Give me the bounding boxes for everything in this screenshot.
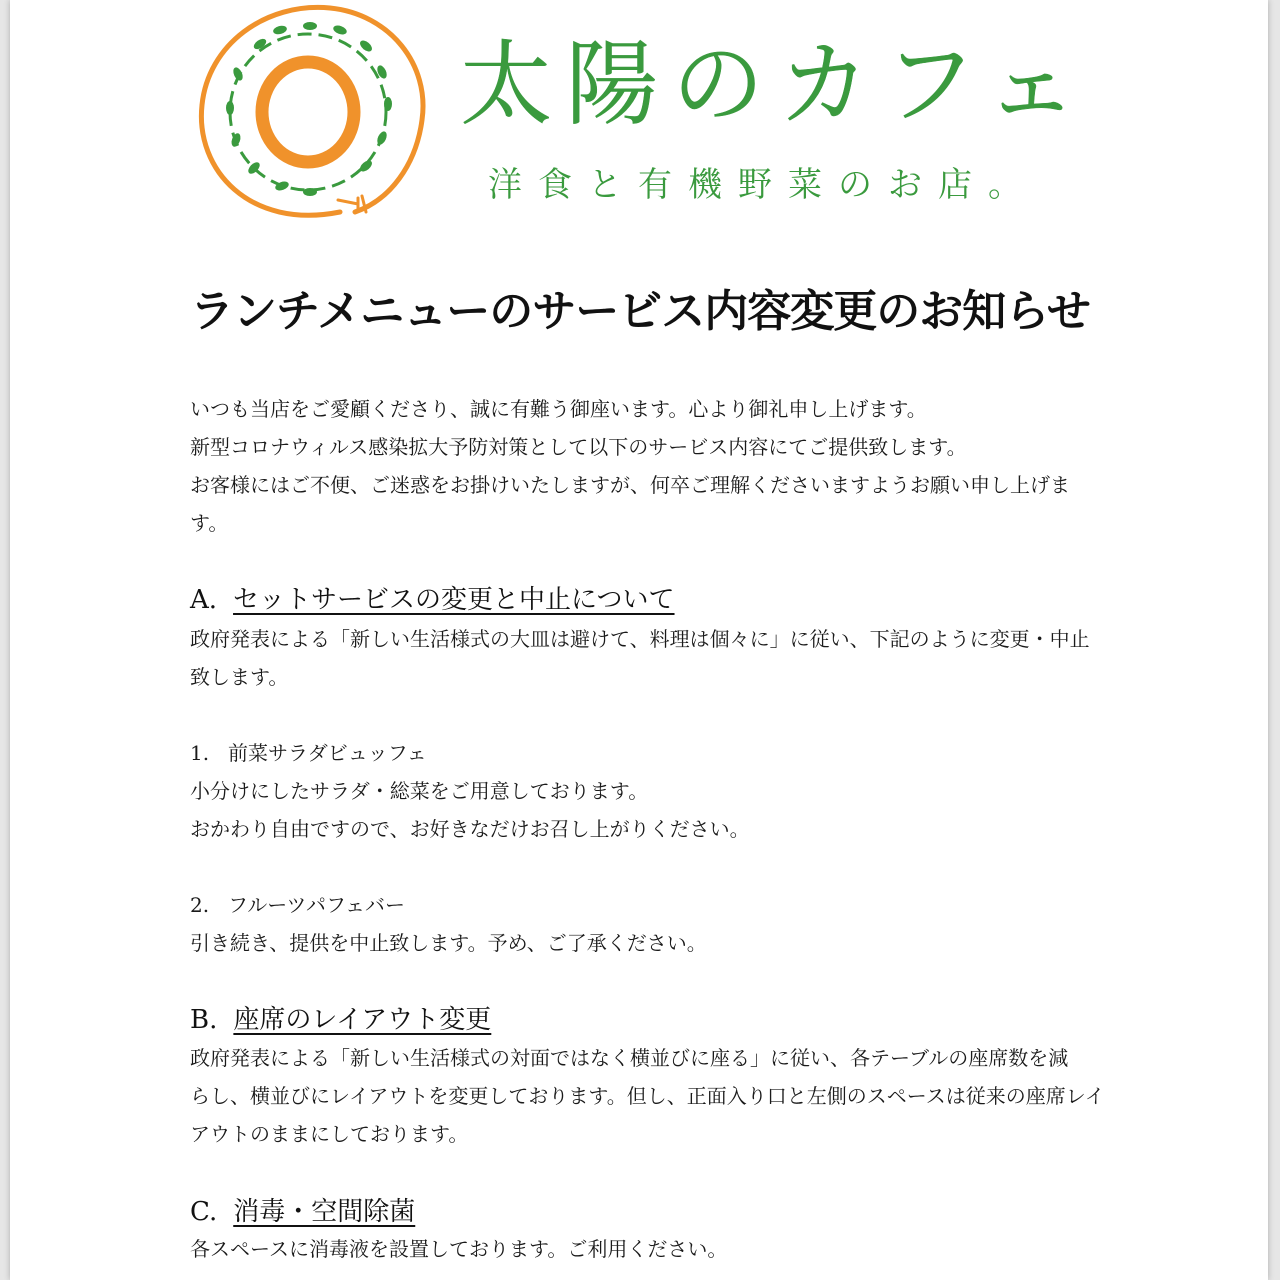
- section-b-line: らし、横並びにレイアウトを変更しております。但し、正面入り口と左側のスペースは従来の座席レイ: [190, 1084, 1105, 1108]
- item-number: 2.: [190, 893, 210, 917]
- section-a-line: 致します。: [190, 665, 289, 689]
- section-b-heading: [190, 1000, 491, 1040]
- section-heading-text: 座席のレイアウト変更: [233, 1005, 492, 1035]
- section-b-line: アウトのままにしております。: [190, 1122, 469, 1146]
- intro-line: 新型コロナウィルス感染拡大予防対策として以下のサービス内容にてご提供致します。: [190, 435, 967, 459]
- section-c-line: 各スペースに消毒液を設置しております。ご利用ください。: [190, 1237, 728, 1261]
- cafe-name: 太陽のカフェ: [460, 31, 1092, 138]
- section-letter: C.: [190, 1197, 218, 1227]
- sun-plate-logo-icon: [190, 0, 430, 225]
- item-1-line: おかわり自由ですので、お好きなだけお召し上がりください。: [190, 817, 750, 841]
- item-title: 前菜サラダビュッフェ: [228, 741, 427, 765]
- cafe-logo-mark: [190, 0, 430, 225]
- item-1-heading: [190, 734, 427, 772]
- page-title: ランチメニューのサービス内容変更のお知らせ: [190, 286, 1090, 337]
- document-page: [10, 0, 1268, 1280]
- section-a-line: 政府発表による「新しい生活様式の大皿は避けて、料理は個々に」に従い、下記のように変更・中止: [190, 627, 1090, 651]
- item-2-heading: [190, 886, 405, 924]
- item-1-line: 小分けにしたサラダ・総菜をご用意しております。: [190, 779, 649, 803]
- section-heading-text: 消毒・空間除菌: [233, 1197, 416, 1227]
- section-a-heading: [190, 580, 675, 620]
- intro-line: いつも当店をご愛顧くださり、誠に有難う御座います。心より御礼申し上げます。: [190, 397, 927, 421]
- section-heading-text: セットサービスの変更と中止について: [233, 585, 675, 615]
- item-number: 1.: [190, 741, 210, 765]
- cafe-tagline: 洋食と有機野菜のお店。: [488, 165, 1038, 205]
- intro-line: す。: [190, 511, 229, 535]
- section-b-line: 政府発表による「新しい生活様式の対面ではなく横並びに座る」に従い、各テーブルの座席数を減: [190, 1046, 1069, 1070]
- intro-line: お客様にはご不便、ご迷惑をお掛けいたしますが、何卒ご理解くださいますようお願い申し上げま: [190, 473, 1070, 497]
- item-2-line: 引き続き、提供を中止致します。予め、ご了承ください。: [190, 931, 707, 955]
- section-c-heading: [190, 1192, 415, 1232]
- item-title: フルーツパフェバー: [228, 893, 405, 917]
- section-letter: A.: [190, 585, 218, 615]
- section-letter: B.: [190, 1005, 218, 1035]
